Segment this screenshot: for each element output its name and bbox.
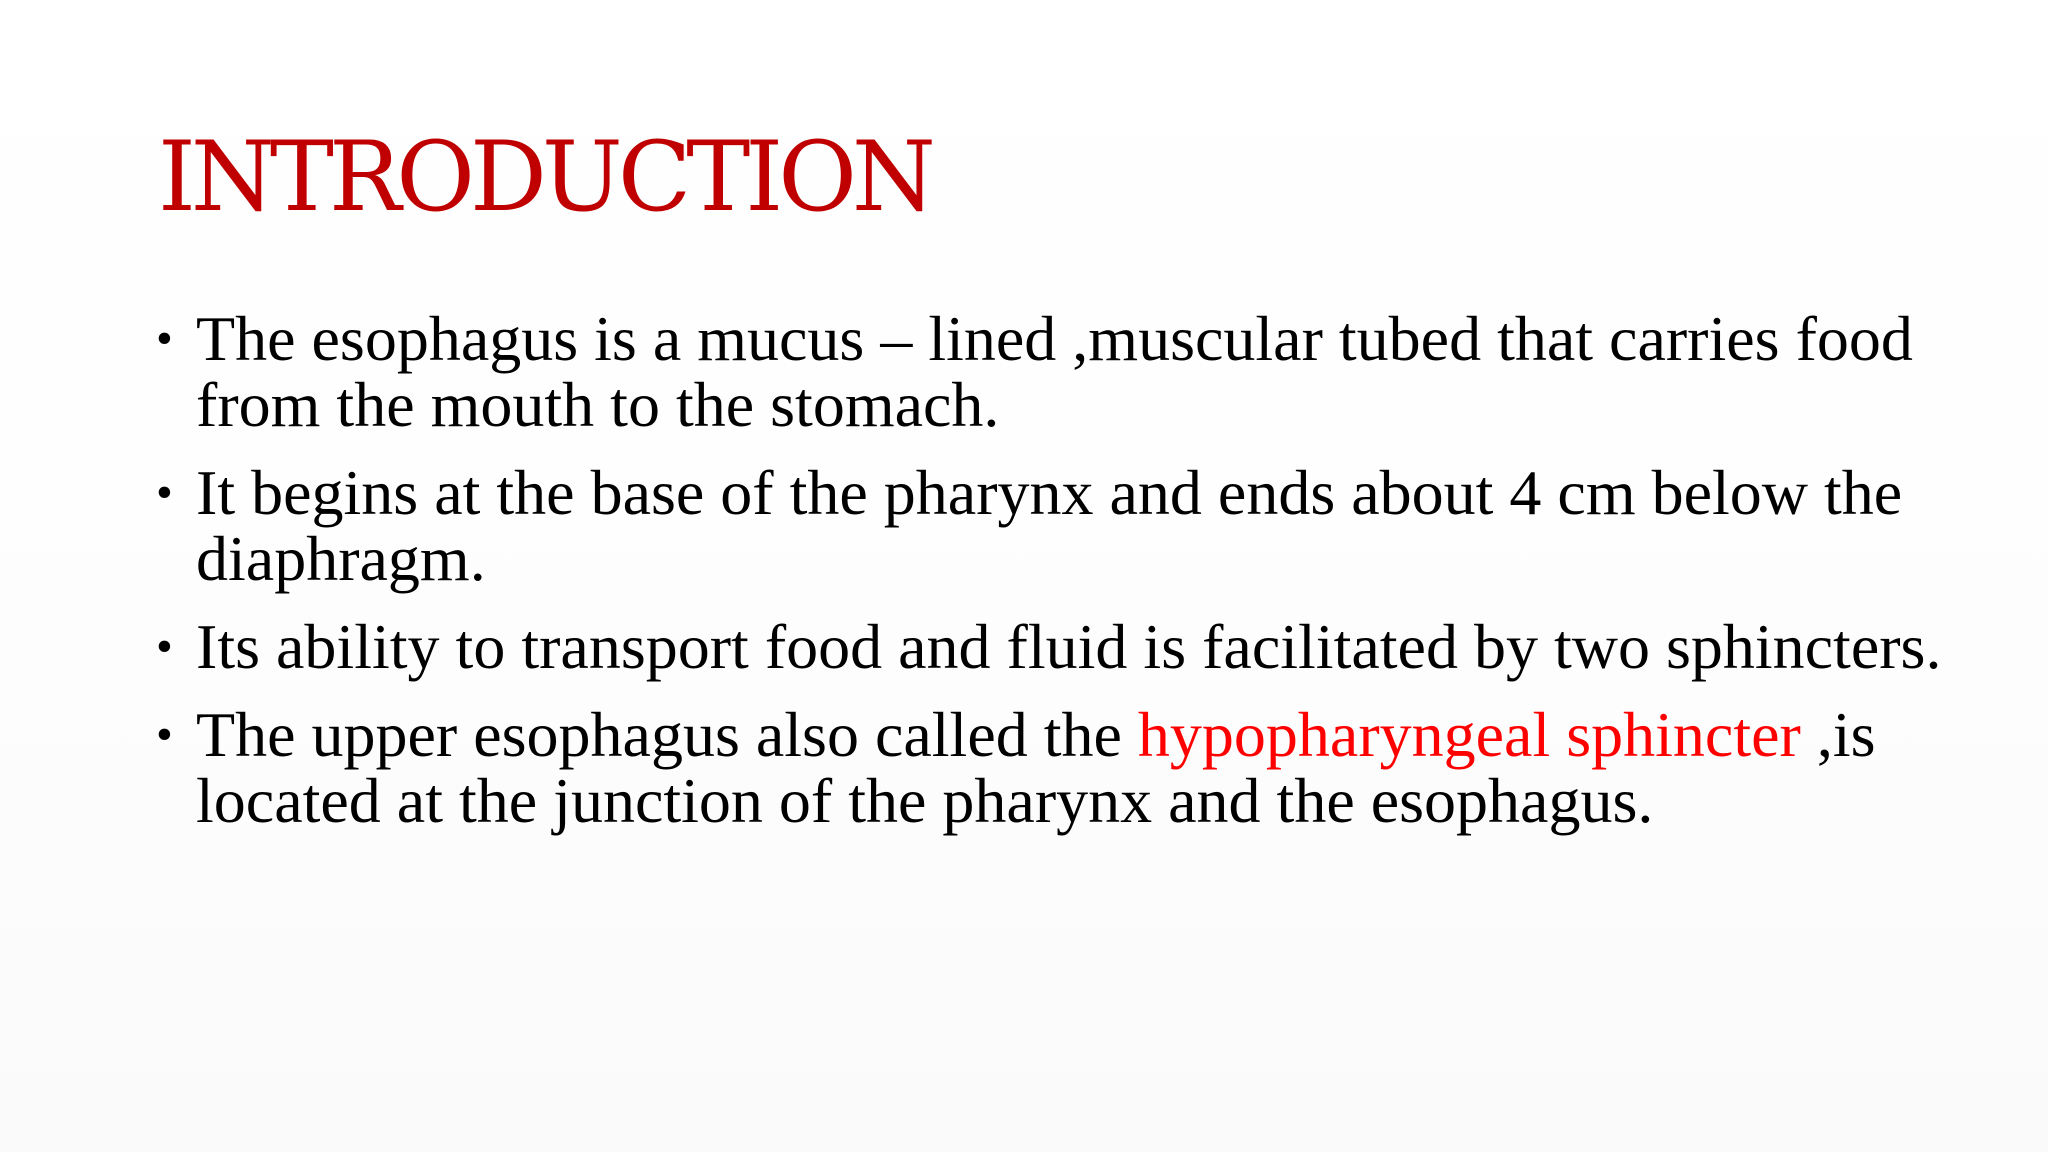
bullet-dot-icon: • [156,312,173,365]
bullet-dot-icon: • [156,620,173,673]
bullet-dot-icon: • [156,466,173,519]
bullet-item [156,457,1996,594]
highlighted-term: hypopharyngeal sphincter [1137,699,1801,770]
bullet-text: It begins at the base of the pharynx and ends about 4 cm below the diaphragm. [196,457,1903,594]
bullet-text [196,699,1876,836]
bullet-dot-icon: • [156,708,173,761]
bullet-item [156,699,1996,836]
bullet-item [156,611,1996,682]
slide-title: INTRODUCTION [158,121,931,233]
bullet-text-before: The upper esophagus also called the [196,699,1138,770]
bullet-text: Its ability to transport food and fluid is facilitated by two sphincters. [196,611,1942,682]
bullet-item [156,303,1996,440]
bullet-list [156,303,1996,856]
bullet-text: The esophagus is a mucus – lined ,muscular tubed that carries food from the mouth to the stomach. [196,303,1913,440]
bullet-text-after: ,is located at the junction of the pharynx and the esophagus. [196,699,1876,836]
